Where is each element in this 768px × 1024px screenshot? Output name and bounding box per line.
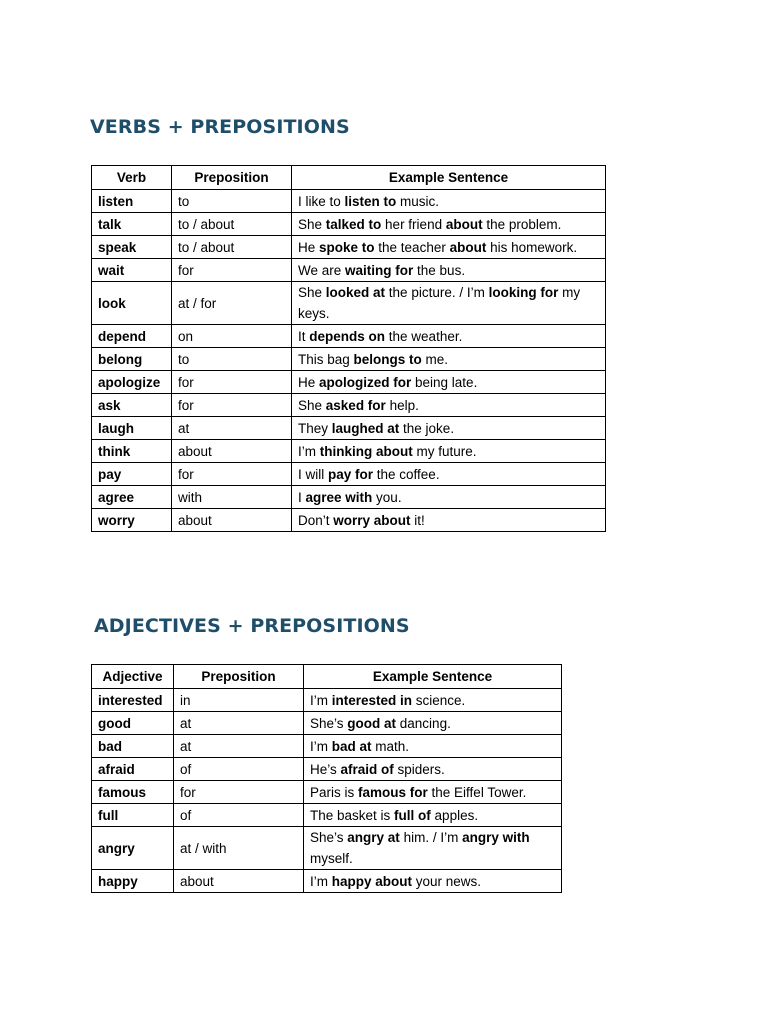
sentence-text: your news.: [412, 873, 482, 889]
row-preposition: to: [172, 348, 292, 371]
sentence-text: The basket is: [310, 807, 395, 823]
adjectives-table-body: [92, 689, 562, 893]
table-row: [92, 348, 606, 371]
sentence-text: He’s: [310, 761, 341, 777]
column-header-adjective: Adjective: [92, 665, 174, 689]
sentence-text: apples.: [430, 807, 479, 823]
row-preposition: at: [174, 712, 304, 735]
sentence-highlight: worry about: [333, 512, 411, 528]
sentence-highlight: afraid of: [340, 761, 394, 777]
column-header-verb: Verb: [92, 166, 172, 190]
row-keyword: look: [92, 282, 172, 325]
sentence-highlight: angry with: [462, 830, 530, 845]
sentence-highlight: full of: [394, 807, 431, 823]
row-example-sentence: [292, 371, 606, 394]
table-header-row: [92, 166, 606, 190]
column-header-preposition: Preposition: [174, 665, 304, 689]
sentence-text: It: [298, 328, 310, 344]
sentence-highlight: interested in: [331, 692, 413, 708]
sentence-text: I’m: [298, 443, 320, 459]
sentence-highlight: spoke to: [319, 239, 375, 255]
sentence-highlight: apologized for: [319, 374, 412, 390]
row-preposition: about: [174, 870, 304, 893]
sentence-text: the weather.: [385, 328, 463, 344]
sentence-text: myself.: [310, 851, 353, 866]
row-keyword: apologize: [92, 371, 172, 394]
row-keyword: interested: [92, 689, 174, 712]
row-example-sentence: [292, 463, 606, 486]
sentence-highlight: about: [445, 216, 483, 232]
column-header-preposition: Preposition: [172, 166, 292, 190]
row-keyword: famous: [92, 781, 174, 804]
sentence-text: Don’t: [298, 512, 334, 528]
row-example-sentence: [292, 282, 606, 325]
sentence-text: We are: [298, 262, 346, 278]
sentence-highlight: talked to: [325, 216, 382, 232]
sentence-text: I will: [298, 466, 328, 482]
sentence-highlight: thinking about: [319, 443, 413, 459]
sentence-highlight: agree with: [305, 489, 373, 505]
row-example-sentence: [292, 509, 606, 532]
sentence-text: the picture. / I’m: [385, 285, 489, 300]
table-row: [92, 735, 562, 758]
sentence-text: He: [298, 374, 320, 390]
sentence-highlight: bad at: [331, 738, 372, 754]
sentence-highlight: about: [449, 239, 487, 255]
table-row: [92, 486, 606, 509]
sentence-highlight: belongs to: [353, 351, 422, 367]
row-preposition: in: [174, 689, 304, 712]
row-example-sentence: [292, 325, 606, 348]
sentence-text: me.: [421, 351, 449, 367]
row-preposition: for: [172, 394, 292, 417]
sentence-text: He: [298, 239, 320, 255]
row-preposition: at: [174, 735, 304, 758]
sentence-text: I’m: [310, 738, 332, 754]
sentence-text: dancing.: [396, 715, 451, 731]
row-preposition: for: [172, 371, 292, 394]
table-row: [92, 440, 606, 463]
row-keyword: listen: [92, 190, 172, 213]
row-keyword: wait: [92, 259, 172, 282]
row-example-sentence: [292, 213, 606, 236]
sentence-text: my future.: [412, 443, 477, 459]
table-row: [92, 870, 562, 893]
row-example-sentence: [304, 712, 562, 735]
sentence-text: I’m: [310, 692, 332, 708]
row-preposition: at / with: [174, 827, 304, 870]
sentence-text: help.: [385, 397, 419, 413]
row-example-sentence: [304, 758, 562, 781]
table-row: [92, 236, 606, 259]
column-header-example-sentence: Example Sentence: [292, 166, 606, 190]
table-row: [92, 213, 606, 236]
row-example-sentence: [292, 417, 606, 440]
sentence-highlight: good at: [347, 715, 397, 731]
sentence-highlight: happy about: [331, 873, 412, 889]
sentence-text: the teacher: [374, 239, 450, 255]
row-example-sentence: [292, 440, 606, 463]
row-example-sentence: [292, 486, 606, 509]
sentence-text: They: [298, 420, 332, 436]
sentence-highlight: looked at: [325, 285, 386, 300]
row-preposition: for: [172, 259, 292, 282]
row-preposition: about: [172, 509, 292, 532]
row-keyword: good: [92, 712, 174, 735]
row-keyword: think: [92, 440, 172, 463]
table-row: [92, 190, 606, 213]
table-row: [92, 689, 562, 712]
sentence-highlight: angry at: [347, 830, 400, 845]
table-row: [92, 394, 606, 417]
sentence-text: science.: [412, 692, 466, 708]
table-row: [92, 509, 606, 532]
sentence-text: being late.: [411, 374, 478, 390]
sentence-text: the coffee.: [373, 466, 440, 482]
sentence-text: She’s: [310, 830, 348, 845]
row-example-sentence: [292, 259, 606, 282]
row-keyword: pay: [92, 463, 172, 486]
sentence-text: him. / I’m: [399, 830, 463, 845]
sentence-highlight: famous for: [358, 784, 428, 800]
row-preposition: at: [172, 417, 292, 440]
row-preposition: at / for: [172, 282, 292, 325]
row-example-sentence: [292, 236, 606, 259]
sentence-text: I’m: [310, 873, 332, 889]
verbs-prepositions-table: [91, 165, 606, 532]
row-keyword: speak: [92, 236, 172, 259]
row-example-sentence: [292, 190, 606, 213]
sentence-text: I like to: [298, 193, 345, 209]
sentence-text: She: [298, 397, 326, 413]
row-keyword: belong: [92, 348, 172, 371]
sentence-text: the joke.: [399, 420, 455, 436]
row-preposition: on: [172, 325, 292, 348]
sentence-highlight: asked for: [325, 397, 386, 413]
sentence-highlight: laughed at: [331, 420, 400, 436]
row-example-sentence: [304, 827, 562, 870]
sentence-text: spiders.: [393, 761, 445, 777]
table-row: [92, 781, 562, 804]
sentence-text: This bag: [298, 351, 354, 367]
sentence-highlight: depends on: [309, 328, 386, 344]
row-keyword: afraid: [92, 758, 174, 781]
table-row: [92, 804, 562, 827]
row-keyword: happy: [92, 870, 174, 893]
adjectives-section-title: ADJECTIVES + PREPOSITIONS: [94, 615, 410, 637]
row-example-sentence: [304, 804, 562, 827]
sentence-text: She’s: [310, 715, 348, 731]
sentence-highlight: pay for: [328, 466, 374, 482]
row-preposition: to: [172, 190, 292, 213]
row-preposition: about: [172, 440, 292, 463]
row-preposition: for: [172, 463, 292, 486]
row-example-sentence: [304, 870, 562, 893]
row-example-sentence: [304, 735, 562, 758]
table-row: [92, 325, 606, 348]
sentence-text: his homework.: [486, 239, 578, 255]
row-keyword: talk: [92, 213, 172, 236]
row-preposition: of: [174, 804, 304, 827]
row-preposition: for: [174, 781, 304, 804]
sentence-text: She: [298, 285, 326, 300]
sentence-text: you.: [372, 489, 402, 505]
sentence-text: math.: [371, 738, 410, 754]
row-preposition: with: [172, 486, 292, 509]
row-keyword: angry: [92, 827, 174, 870]
table-header-row: [92, 665, 562, 689]
sentence-text: She: [298, 216, 326, 232]
sentence-highlight: waiting for: [345, 262, 414, 278]
sentence-text: her friend: [381, 216, 446, 232]
adjectives-prepositions-table: [91, 664, 562, 893]
row-example-sentence: [292, 348, 606, 371]
row-keyword: ask: [92, 394, 172, 417]
row-example-sentence: [304, 689, 562, 712]
table-row: [92, 758, 562, 781]
sentence-highlight: looking for: [488, 285, 559, 300]
row-keyword: depend: [92, 325, 172, 348]
row-keyword: full: [92, 804, 174, 827]
table-row: [92, 282, 606, 325]
row-keyword: laugh: [92, 417, 172, 440]
row-example-sentence: [304, 781, 562, 804]
row-keyword: worry: [92, 509, 172, 532]
table-row: [92, 371, 606, 394]
sentence-text: Paris is: [310, 784, 359, 800]
table-row: [92, 417, 606, 440]
sentence-text: my keys.: [298, 285, 581, 321]
row-keyword: bad: [92, 735, 174, 758]
row-example-sentence: [292, 394, 606, 417]
row-preposition: to / about: [172, 213, 292, 236]
sentence-text: the bus.: [413, 262, 466, 278]
sentence-text: music.: [396, 193, 440, 209]
table-row: [92, 259, 606, 282]
verbs-section-title: VERBS + PREPOSITIONS: [90, 116, 350, 138]
sentence-text: it!: [410, 512, 425, 528]
sentence-text: I: [298, 489, 306, 505]
row-keyword: agree: [92, 486, 172, 509]
sentence-text: the problem.: [482, 216, 562, 232]
column-header-example-sentence: Example Sentence: [304, 665, 562, 689]
row-preposition: to / about: [172, 236, 292, 259]
row-preposition: of: [174, 758, 304, 781]
table-row: [92, 712, 562, 735]
sentence-text: the Eiffel Tower.: [427, 784, 527, 800]
table-row: [92, 827, 562, 870]
verbs-table-body: [92, 190, 606, 532]
sentence-highlight: listen to: [344, 193, 397, 209]
table-row: [92, 463, 606, 486]
